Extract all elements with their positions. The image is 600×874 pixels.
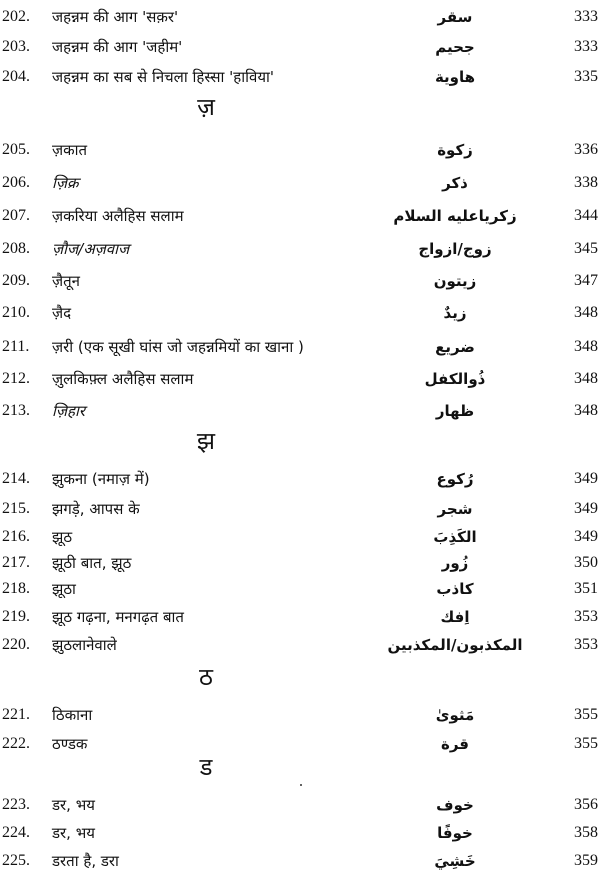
entry-hindi-term: ज़ैतून bbox=[52, 272, 81, 290]
entry-arabic-term: زيتون bbox=[433, 272, 477, 290]
entry-hindi-term: जहन्नम की आग 'जहीम' bbox=[52, 38, 183, 56]
entry-page-number: 348 bbox=[574, 304, 598, 321]
entry-hindi-term: झूठ गढ़ना, मनगढ़त बात bbox=[52, 608, 184, 626]
entry-number: 204. bbox=[2, 68, 30, 85]
index-entry bbox=[0, 137, 600, 163]
entry-page-number: 344 bbox=[574, 207, 598, 224]
entry-number: 216. bbox=[2, 528, 30, 545]
index-entry bbox=[0, 268, 600, 294]
entry-arabic-term: زكرياعليه السلام bbox=[393, 207, 517, 225]
entry-number: 225. bbox=[2, 852, 30, 869]
index-entry bbox=[0, 731, 600, 757]
entry-number: 224. bbox=[2, 824, 30, 841]
entry-hindi-term: ज़ौज/अज़वाज bbox=[52, 240, 130, 258]
entry-number: 207. bbox=[2, 207, 30, 224]
entry-arabic-term: ذُوالكفل bbox=[424, 370, 486, 388]
entry-page-number: 335 bbox=[574, 68, 598, 85]
entry-number: 210. bbox=[2, 304, 30, 321]
index-entry bbox=[0, 334, 600, 360]
index-entry bbox=[0, 4, 600, 30]
entry-hindi-term: झूठा bbox=[52, 580, 76, 598]
index-entry bbox=[0, 170, 600, 196]
entry-arabic-term: زوج/ازواج bbox=[418, 240, 492, 258]
entry-page-number: 355 bbox=[574, 735, 598, 752]
index-entry bbox=[0, 398, 600, 424]
entry-number: 205. bbox=[2, 141, 30, 158]
entry-page-number: 350 bbox=[574, 554, 598, 571]
entry-page-number: 355 bbox=[574, 706, 598, 723]
index-entry bbox=[0, 820, 600, 846]
entry-page-number: 348 bbox=[574, 370, 598, 387]
entry-page-number: 353 bbox=[574, 608, 598, 625]
entry-arabic-term: زُور bbox=[441, 554, 469, 572]
index-entry bbox=[0, 550, 600, 576]
entry-number: 218. bbox=[2, 580, 30, 597]
section-heading: ड bbox=[199, 753, 213, 781]
entry-arabic-term: المكذبون/المكذبين bbox=[387, 636, 523, 654]
entry-hindi-term: डर, भय bbox=[52, 824, 95, 842]
entry-arabic-term: هاوية bbox=[434, 68, 476, 86]
entry-number: 209. bbox=[2, 272, 30, 289]
index-entry bbox=[0, 702, 600, 728]
section-heading: झ bbox=[196, 427, 216, 455]
entry-arabic-term: خوفًا bbox=[437, 824, 473, 842]
entry-hindi-term: ज़ुलकिफ़्ल अलैहिस सलाम bbox=[52, 370, 194, 388]
entry-hindi-term: झुठलानेवाले bbox=[52, 636, 117, 654]
entry-hindi-term: ज़ैद bbox=[52, 304, 72, 322]
index-entry bbox=[0, 300, 600, 326]
index-entry bbox=[0, 792, 600, 818]
entry-page-number: 351 bbox=[574, 580, 598, 597]
entry-page-number: 348 bbox=[574, 402, 598, 419]
entry-arabic-term: كاذب bbox=[436, 580, 474, 598]
entry-page-number: 338 bbox=[574, 174, 598, 191]
entry-arabic-term: خَشِيَ bbox=[434, 852, 476, 870]
index-entry bbox=[0, 366, 600, 392]
entry-page-number: 349 bbox=[574, 470, 598, 487]
entry-page-number: 358 bbox=[574, 824, 598, 841]
index-entry bbox=[0, 848, 600, 874]
entry-arabic-term: ضريع bbox=[435, 338, 475, 356]
entry-hindi-term: ज़कात bbox=[52, 141, 88, 159]
entry-number: 220. bbox=[2, 636, 30, 653]
index-entry bbox=[0, 604, 600, 630]
entry-hindi-term: झूठ bbox=[52, 528, 73, 546]
entry-number: 213. bbox=[2, 402, 30, 419]
entry-page-number: 336 bbox=[574, 141, 598, 158]
entry-number: 214. bbox=[2, 470, 30, 487]
section-heading: ठ bbox=[199, 663, 213, 691]
entry-hindi-term: झुकना (नमाज़ में) bbox=[52, 470, 150, 488]
entry-hindi-term: ठिकाना bbox=[52, 706, 93, 724]
entry-page-number: 356 bbox=[574, 796, 598, 813]
entry-page-number: 349 bbox=[574, 500, 598, 517]
entry-hindi-term: ज़करिया अलैहिस सलाम bbox=[52, 207, 184, 225]
entry-number: 211. bbox=[2, 338, 30, 355]
entry-page-number: 347 bbox=[574, 272, 598, 289]
entry-arabic-term: مَثوىٰ bbox=[435, 706, 475, 724]
index-entry bbox=[0, 34, 600, 60]
index-entry bbox=[0, 524, 600, 550]
entry-arabic-term: قرة bbox=[440, 735, 469, 753]
entry-hindi-term: ठण्डक bbox=[52, 735, 88, 753]
entry-page-number: 353 bbox=[574, 636, 598, 653]
entry-number: 202. bbox=[2, 8, 30, 25]
entry-number: 212. bbox=[2, 370, 30, 387]
index-entry bbox=[0, 576, 600, 602]
index-entry bbox=[0, 632, 600, 658]
entry-hindi-term: डरता है, डरा bbox=[52, 852, 119, 870]
entry-hindi-term: जहन्नम की आग 'सक़र' bbox=[52, 8, 179, 26]
entry-number: 203. bbox=[2, 38, 30, 55]
entry-arabic-term: جحيم bbox=[435, 38, 475, 56]
entry-page-number: 349 bbox=[574, 528, 598, 545]
entry-arabic-term: اِفك bbox=[440, 608, 470, 626]
entry-hindi-term: जहन्नम का सब से निचला हिस्सा 'हाविया' bbox=[52, 68, 275, 86]
entry-arabic-term: رُكوع bbox=[436, 470, 474, 488]
entry-number: 206. bbox=[2, 174, 30, 191]
index-entry bbox=[0, 203, 600, 229]
entry-hindi-term: ज़री (एक सूखी घांस जो जहन्नमियों का खाना ) bbox=[52, 338, 304, 356]
index-entry bbox=[0, 236, 600, 262]
entry-page-number: 359 bbox=[574, 852, 598, 869]
entry-page-number: 333 bbox=[574, 8, 598, 25]
entry-hindi-term: डर, भय bbox=[52, 796, 95, 814]
entry-arabic-term: خوف bbox=[436, 796, 474, 814]
entry-number: 217. bbox=[2, 554, 30, 571]
entry-arabic-term: زيدٌ bbox=[443, 304, 467, 322]
entry-hindi-term: झूठी बात, झूठ bbox=[52, 554, 132, 572]
entry-number: 222. bbox=[2, 735, 30, 752]
entry-number: 208. bbox=[2, 240, 30, 257]
entry-number: 215. bbox=[2, 500, 30, 517]
index-entry bbox=[0, 466, 600, 492]
index-entry bbox=[0, 496, 600, 522]
entry-number: 223. bbox=[2, 796, 30, 813]
entry-arabic-term: ظهار bbox=[435, 402, 475, 420]
entry-arabic-term: الكَذِبَ bbox=[433, 528, 477, 546]
entry-page-number: 345 bbox=[574, 240, 598, 257]
entry-page-number: 333 bbox=[574, 38, 598, 55]
entry-hindi-term: ज़िक्र bbox=[52, 174, 79, 192]
entry-arabic-term: سقر bbox=[437, 8, 473, 26]
entry-hindi-term: झगड़े, आपस के bbox=[52, 500, 140, 518]
section-heading: ज़ bbox=[197, 93, 215, 121]
index-entry bbox=[0, 64, 600, 90]
entry-arabic-term: ذكر bbox=[442, 174, 468, 192]
entry-page-number: 348 bbox=[574, 338, 598, 355]
print-speck bbox=[300, 784, 302, 786]
entry-arabic-term: زكوة bbox=[437, 141, 473, 159]
entry-arabic-term: شجر bbox=[437, 500, 473, 518]
entry-number: 221. bbox=[2, 706, 30, 723]
entry-number: 219. bbox=[2, 608, 30, 625]
entry-hindi-term: ज़िहार bbox=[52, 402, 86, 420]
